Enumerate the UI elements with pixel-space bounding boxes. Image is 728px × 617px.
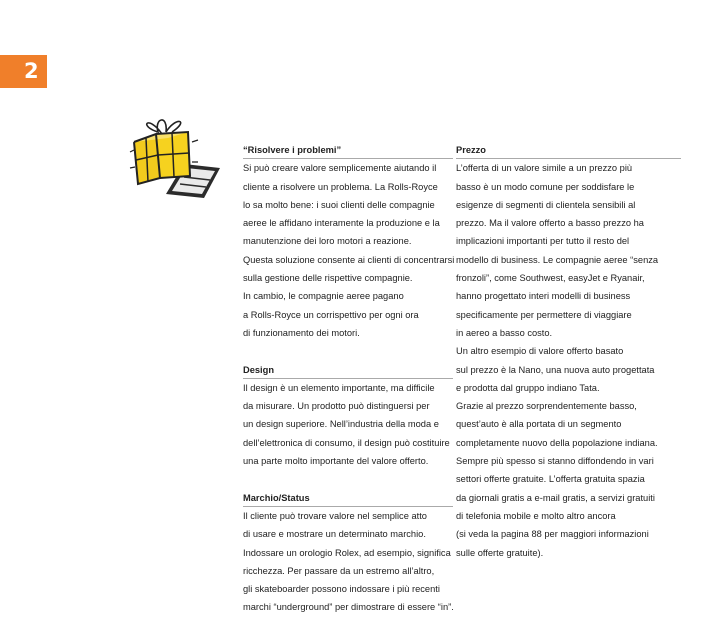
text-line: di funzionamento dei motori. [243, 327, 360, 338]
text-line: dell’elettronica di consumo, il design può costituire [243, 437, 450, 448]
text-line: di telefonia mobile e molto altro ancora [456, 510, 616, 521]
section-heading: Marchio/Status [243, 492, 310, 503]
section-heading: Design [243, 364, 274, 375]
text-line: una parte molto importante del valore offerto. [243, 456, 429, 467]
text-line: completamente nuovo della popolazione indiana. [456, 437, 658, 448]
page-number-tab [0, 55, 47, 88]
text-line: In cambio, le compagnie aeree pagano [243, 291, 404, 302]
text-line: ricchezza. Per passare da un estremo all’altro, [243, 565, 435, 576]
section-heading: “Risolvere i problemi” [243, 145, 342, 155]
text-line: Grazie al prezzo sorprendentemente basso, [456, 401, 637, 412]
text-line: esigenze di segmenti di clientela sensibili al [456, 199, 636, 210]
text-line: manutenzione dei loro motori a reazione. [243, 236, 412, 247]
text-line: di usare e mostrare un determinato marchio. [243, 529, 426, 540]
text-line: Questa soluzione consente ai clienti di concentrarsi [243, 254, 455, 265]
left-column [243, 141, 453, 617]
text-line: aeree le affidano interamente la produzione e la [243, 218, 440, 229]
text-line: gli skateboarder possono indossare i più recenti [243, 584, 440, 595]
text-line: sulla gestione delle rispettive compagnie. [243, 273, 413, 284]
text-line: Il cliente può trovare valore nel semplice atto [243, 510, 427, 521]
text-line: sul prezzo è la Nano, una nuova auto progettata [456, 364, 655, 375]
text-line: da misurare. Un prodotto può distinguersi per [243, 401, 430, 412]
text-line: Il design è un elemento importante, ma difficile [243, 382, 435, 393]
gift-box-illustration [128, 112, 234, 198]
text-line: basso è un modo comune per soddisfare le [456, 181, 635, 192]
text-line: lo sa molto bene: i suoi clienti delle compagnie [243, 199, 435, 210]
text-line: prezzo. Ma il valore offerto a basso prezzo ha [456, 218, 644, 229]
text-line: in aereo a basso costo. [456, 327, 553, 338]
text-line: Indossare un orologio Rolex, ad esempio, significa [243, 547, 451, 558]
text-line: specificamente per permettere di viaggiare [456, 309, 632, 320]
text-line: fronzoli”, come Southwest, easyJet e Ryanair, [456, 273, 645, 284]
text-line: cliente a risolvere un problema. La Rolls-Royce [243, 181, 438, 192]
text-line: quest’auto è alla portata di un segmento [456, 419, 622, 430]
text-line: Si può creare valore semplicemente aiutando il [243, 163, 437, 174]
text-line: marchi “underground” per dimostrare di essere “in”. [243, 602, 454, 613]
text-line: L’offerta di un valore simile a un prezzo più [456, 163, 633, 174]
text-line: implicazioni importanti per tutto il resto del [456, 236, 630, 247]
page-number: 2 [24, 59, 39, 83]
text-line: Un altro esempio di valore offerto basato [456, 346, 624, 357]
text-line: e prodotta dal gruppo indiano Tata. [456, 382, 600, 393]
text-line: settori offerte gratuite. L’offerta gratuita spazia [456, 474, 645, 485]
text-line: modello di business. Le compagnie aeree “senza [456, 254, 659, 265]
text-line: Sempre più spesso si stanno diffondendo in vari [456, 456, 654, 467]
text-line: (si veda la pagina 88 per maggiori informazioni [456, 529, 649, 540]
text-line: hanno progettato interi modelli di business [456, 291, 631, 302]
text-line: da giornali gratis a e-mail gratis, a servizi gratuiti [456, 492, 655, 503]
text-line: un design superiore. Nell’industria della moda e [243, 419, 439, 430]
text-line: sulle offerte gratuite). [456, 547, 544, 558]
text-line: a Rolls-Royce un corrispettivo per ogni ora [243, 309, 419, 320]
section-heading: Prezzo [456, 145, 486, 155]
right-column [456, 141, 681, 562]
